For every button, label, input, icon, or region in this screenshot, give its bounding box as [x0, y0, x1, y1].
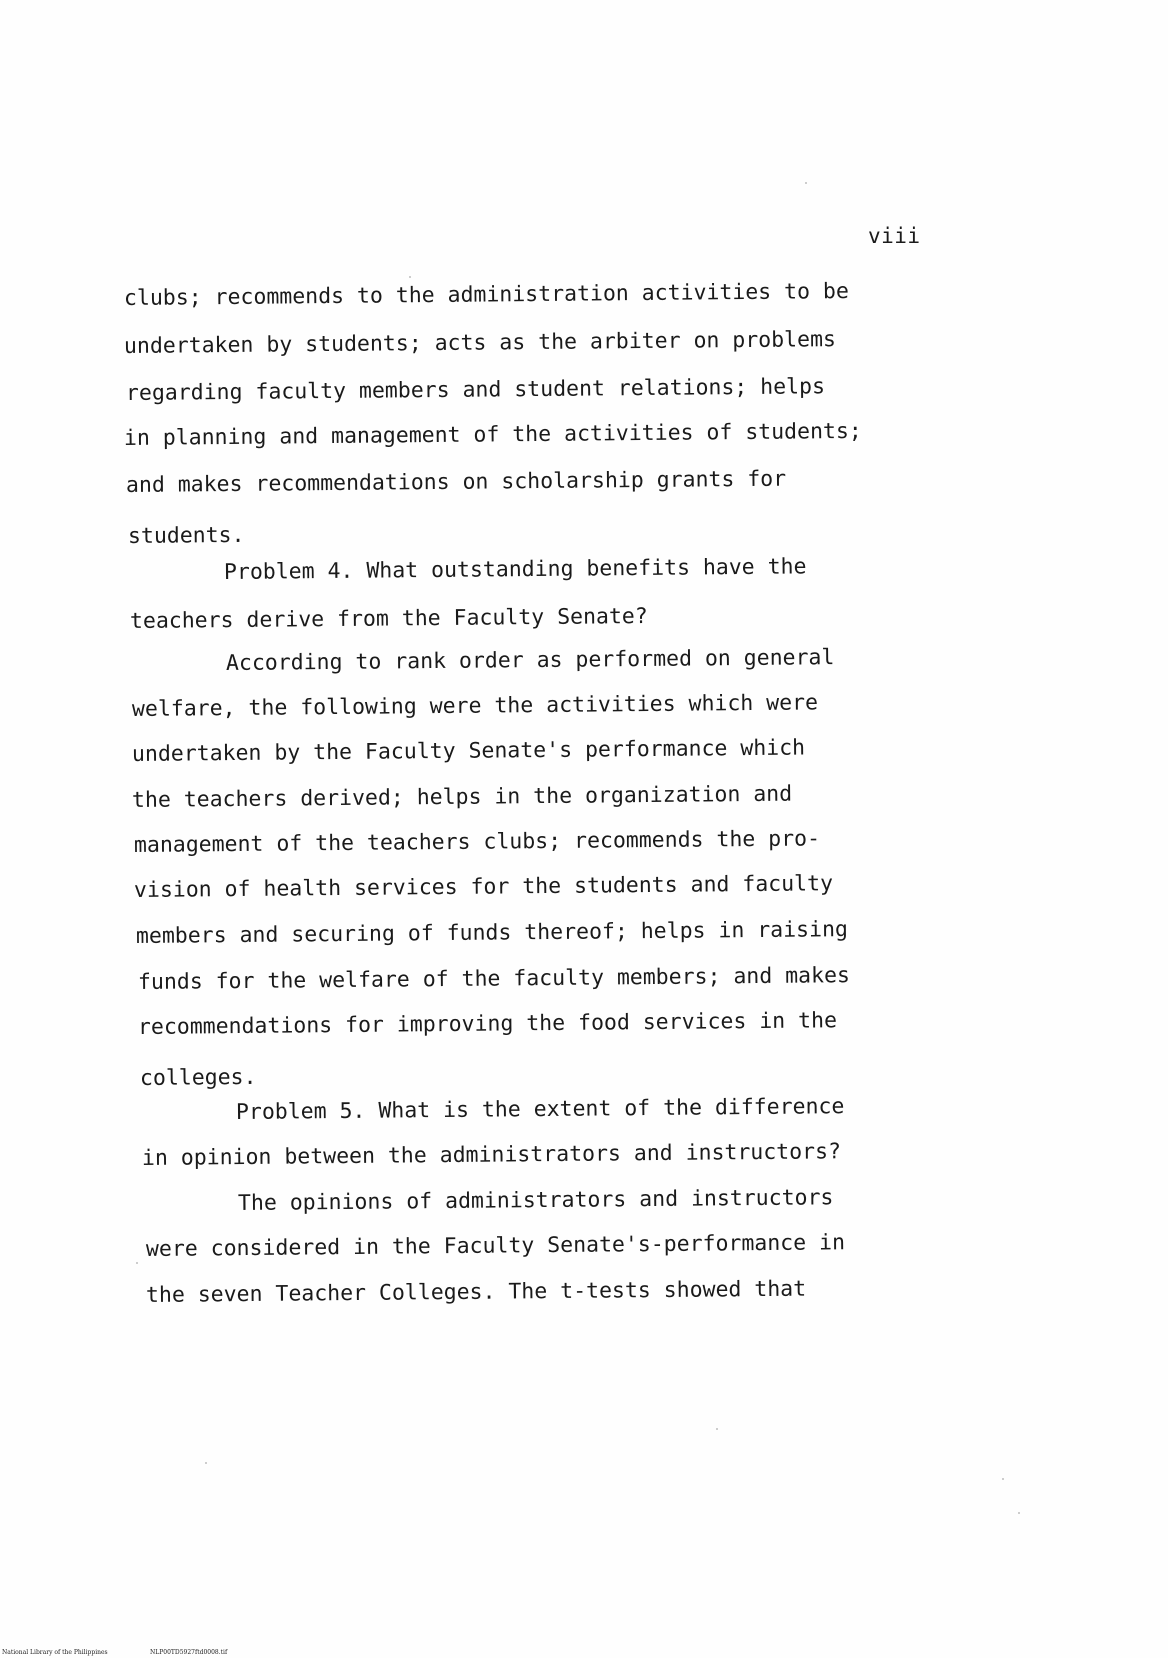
text-line: in planning and management of the activities of students;	[123, 418, 862, 451]
scan-speck	[805, 182, 807, 184]
text-line: teachers derive from the Faculty Senate?	[129, 604, 648, 634]
text-line: vision of health services for the students and faculty	[133, 871, 834, 903]
scan-speck	[716, 1428, 718, 1430]
text-line: and makes recommendations on scholarship grants for	[125, 466, 787, 498]
text-line: According to rank order as performed on general	[225, 645, 835, 676]
text-line: management of the teachers clubs; recommends the pro-	[133, 826, 821, 858]
text-line: members and securing of funds thereof; helps in raising	[135, 917, 849, 949]
text-line: the seven Teacher Colleges. The t-tests showed that	[145, 1276, 807, 1308]
text-line: The opinions of administrators and instructors	[237, 1185, 834, 1216]
text-line: clubs; recommends to the administration activities to be	[123, 279, 849, 311]
text-line: Problem 4. What outstanding benefits have the	[223, 554, 807, 585]
scan-speck	[136, 1262, 138, 1264]
text-line: Problem 5. What is the extent of the difference	[235, 1094, 845, 1125]
text-line: students.	[127, 522, 245, 549]
text-line: undertaken by the Faculty Senate's performance which	[131, 735, 806, 767]
text-line: the teachers derived; helps in the organization and	[131, 781, 793, 813]
text-line: undertaken by students; acts as the arbiter on problems	[123, 327, 837, 359]
text-line: funds for the welfare of the faculty members; and makes	[137, 963, 851, 995]
scan-speck	[1018, 1512, 1020, 1514]
scan-speck	[409, 276, 411, 278]
text-line: welfare, the following were the activities which were	[131, 690, 819, 722]
scan-speck	[1002, 1478, 1004, 1480]
text-line: in opinion between the administrators and instructors?	[141, 1139, 842, 1171]
text-line: recommendations for improving the food services in the	[137, 1008, 838, 1040]
footer-file: NLP00TD5927ftd0008.tif	[150, 1649, 228, 1656]
text-line: colleges.	[139, 1064, 257, 1091]
footer-library: National Library of the Philippines	[2, 1649, 108, 1656]
page-number: viii	[868, 224, 921, 248]
text-line: were considered in the Faculty Senate's-performance in	[145, 1230, 846, 1262]
text-line: regarding faculty members and student relations; helps	[125, 374, 826, 406]
scan-speck	[205, 1462, 207, 1464]
